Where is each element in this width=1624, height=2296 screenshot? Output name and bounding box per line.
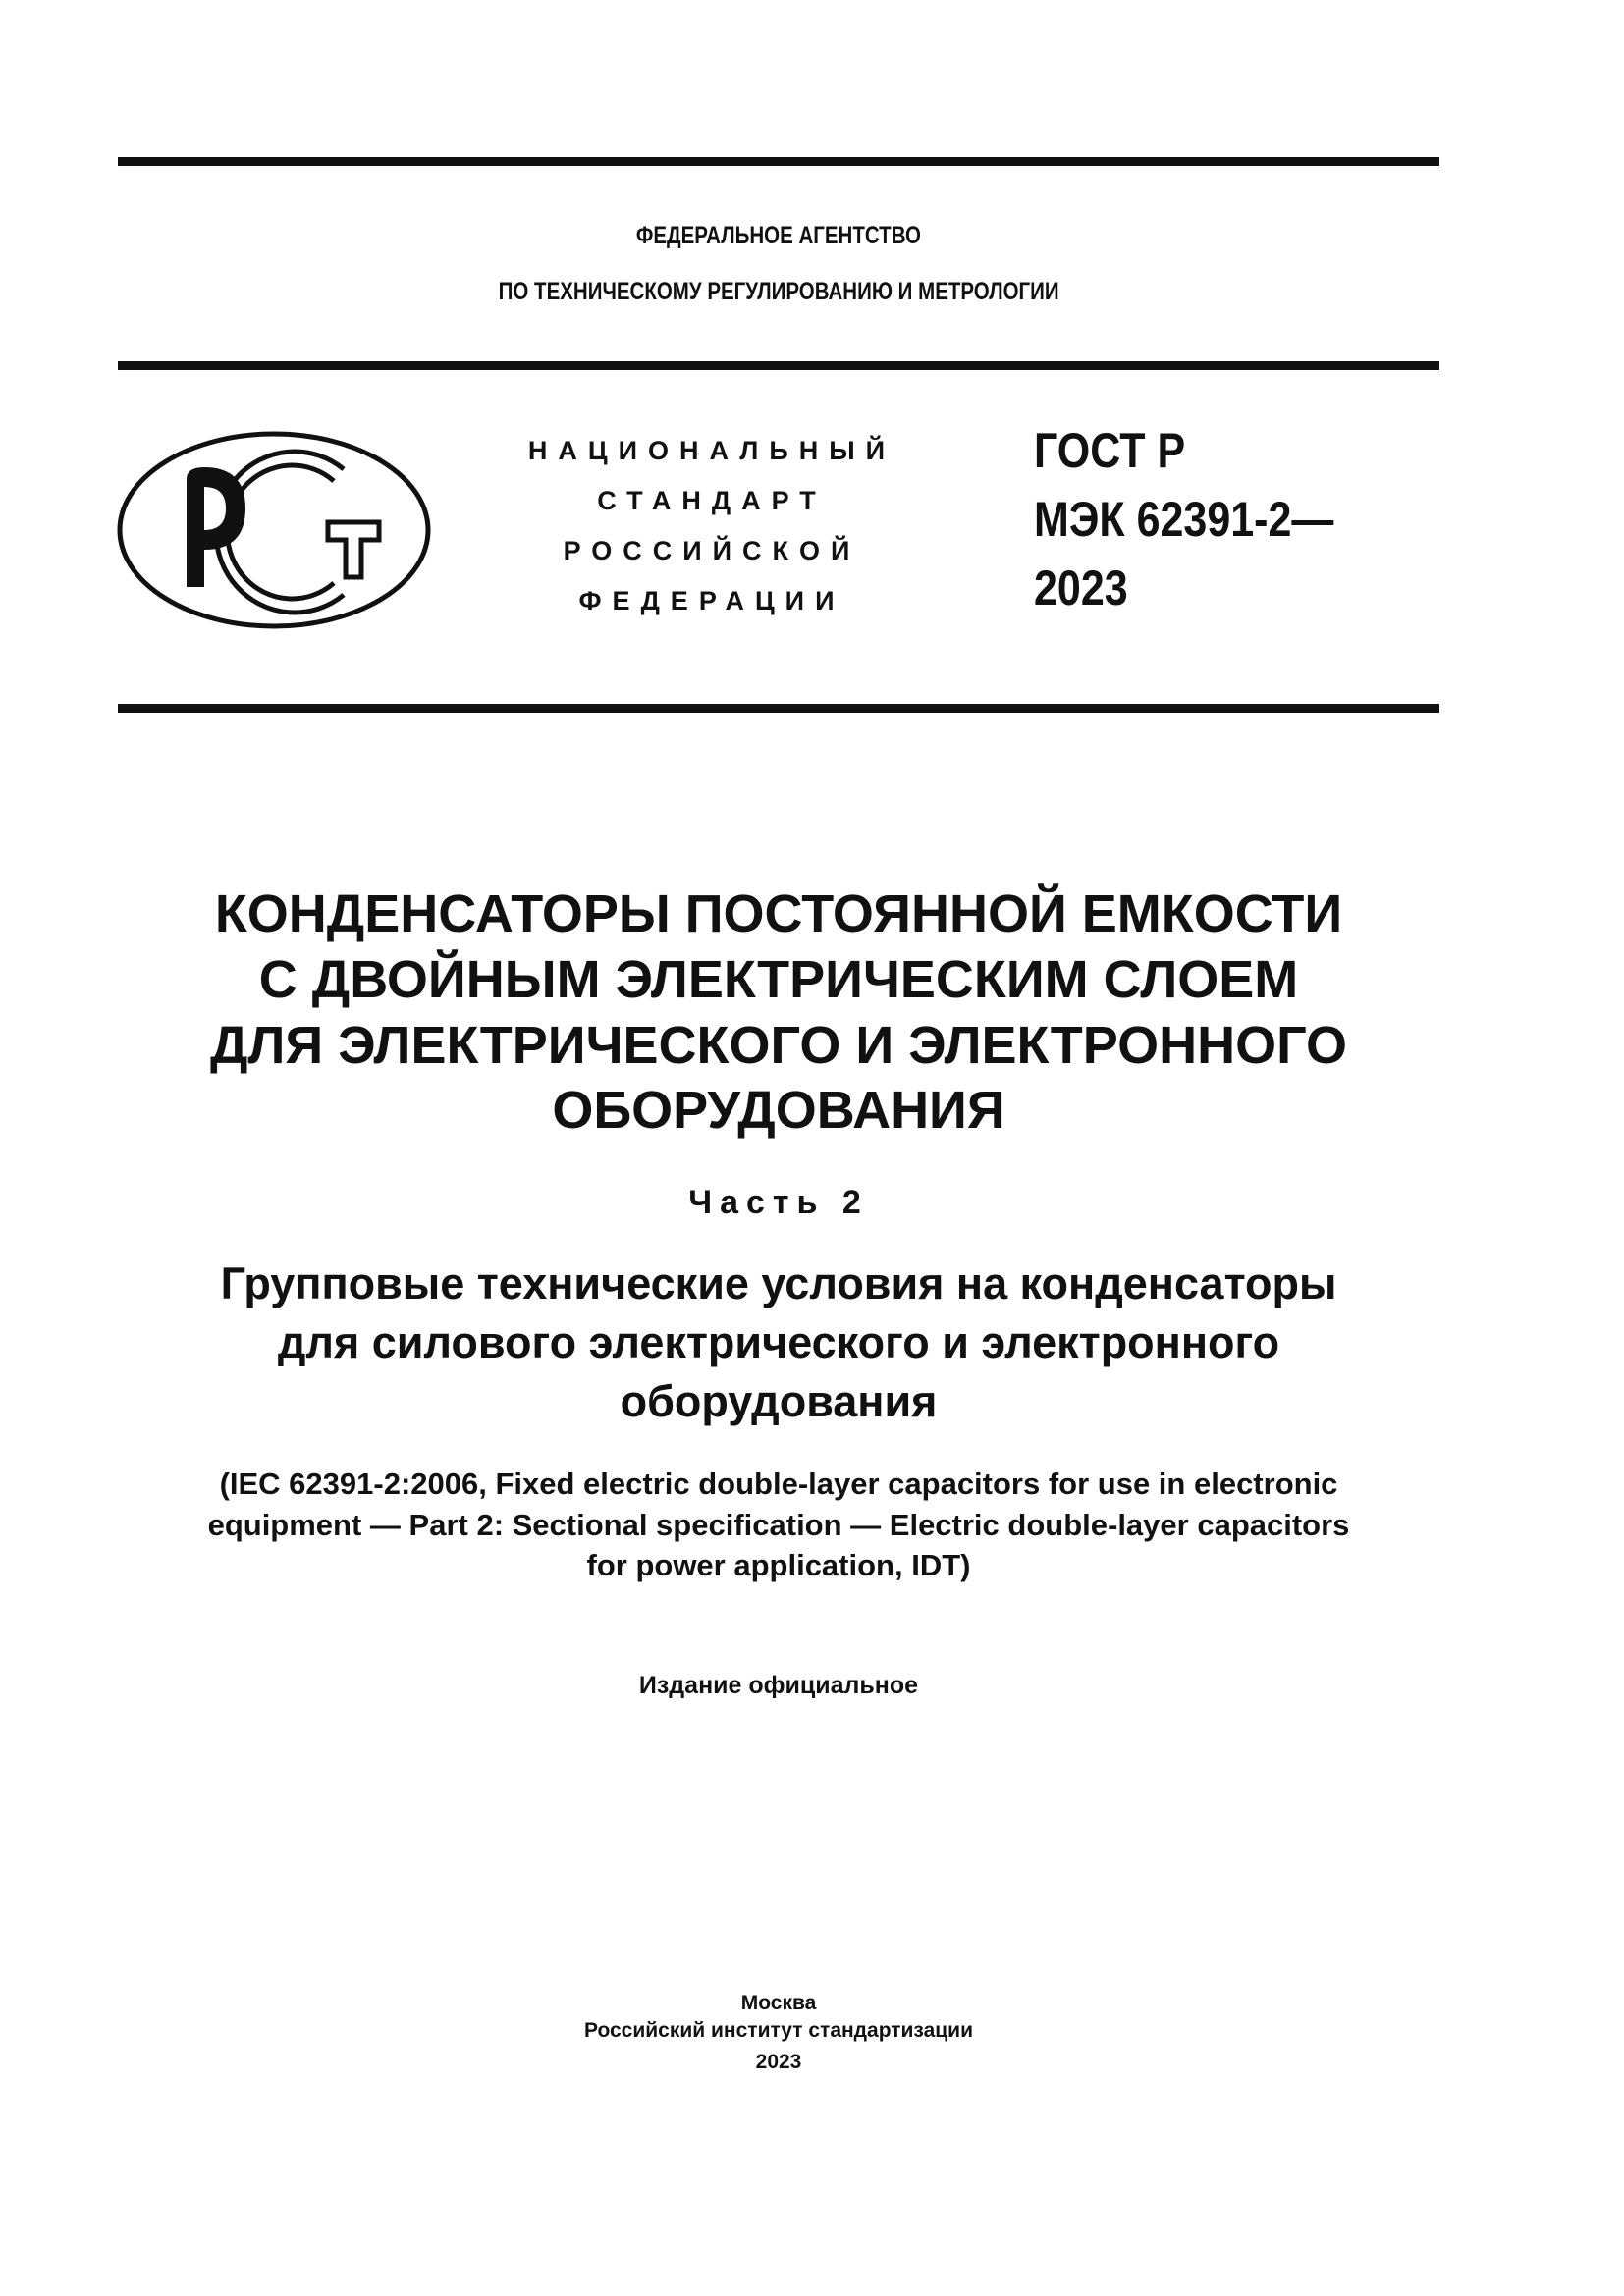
edition-label: Издание официальное <box>638 1672 919 1699</box>
agency-line-2: ПО ТЕХНИЧЕСКОМУ РЕГУЛИРОВАНИЮ И МЕТРОЛОГИИ <box>498 278 1059 305</box>
part-label: Часть 2 <box>688 1184 869 1221</box>
agency-line-1: ФЕДЕРАЛЬНОЕ АГЕНТСТВО <box>635 222 922 249</box>
standard-designation: ГОСТ Р МЭК 62391-2— 2023 <box>1034 423 1334 615</box>
rst-logo-icon <box>116 430 432 630</box>
rule-2 <box>118 361 1439 370</box>
top-rule <box>118 157 1439 166</box>
rule-3 <box>118 704 1439 713</box>
national-standard-label: НАЦИОНАЛЬНЫЙ СТАНДАРТ РОССИЙСКОЙ ФЕДЕРАЦИИ <box>527 436 896 615</box>
